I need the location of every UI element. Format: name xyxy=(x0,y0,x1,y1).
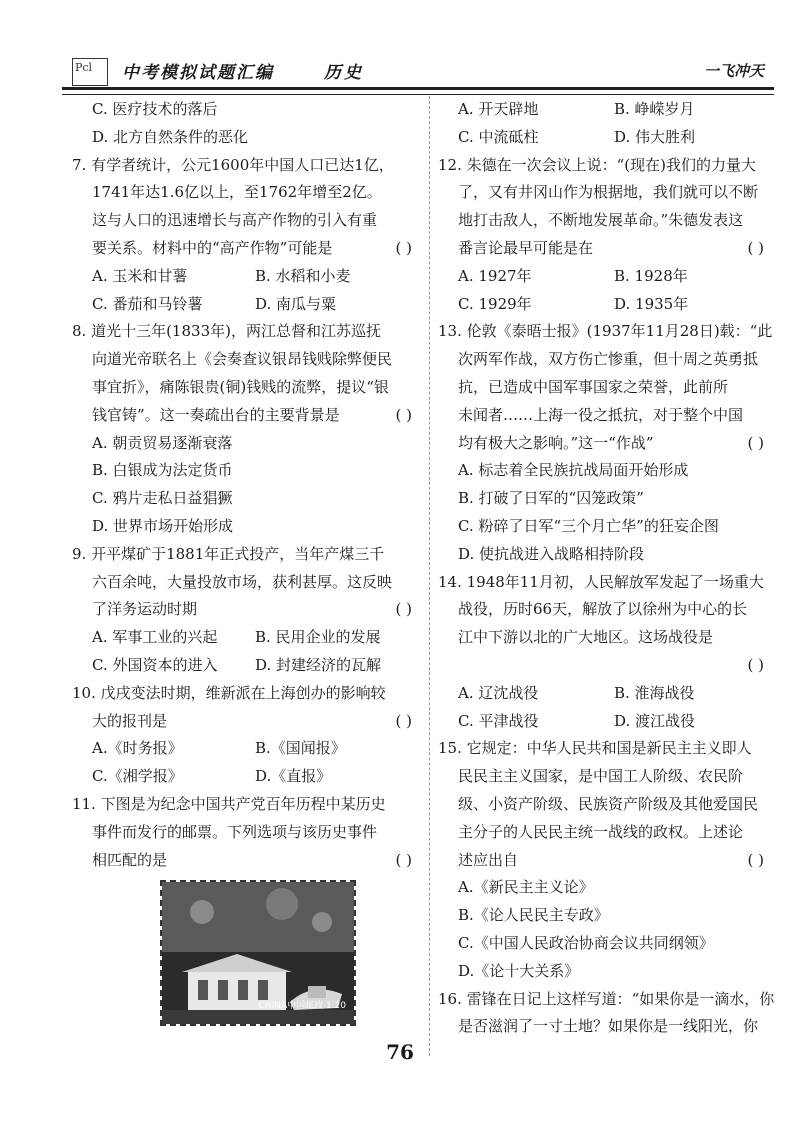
question-text: 是否滋润了一寸土地？如果你是一线阳光，你 xyxy=(458,1017,759,1036)
question-text-last: 番言论最早可能是在 xyxy=(458,238,594,257)
options-row xyxy=(438,96,770,124)
option-a: A. 朝贡贸易逐渐衰落 xyxy=(92,433,233,452)
question-text: 地打击敌人，不断地发展革命。”朱德发表这 xyxy=(458,211,744,230)
header-rule xyxy=(62,87,774,90)
logo-text: Pcl xyxy=(75,61,93,74)
question-text-last: 均有极大之影响。”这一“作战” xyxy=(458,433,654,452)
page-number: 76 xyxy=(386,1040,414,1064)
question-text: 14. 1948年11月初，人民解放军发起了一场重大 xyxy=(438,572,764,591)
question-text: 7. 有学者统计，公元1600年中国人口已达1亿， xyxy=(72,155,394,174)
question-text: 13. 伦敦《泰晤士报》(1937年11月28日)载：“此 xyxy=(438,322,773,341)
question-text: 级、小资产阶级、民族资产阶级及其他爱国民 xyxy=(458,794,759,813)
option-a: A.《时务报》 xyxy=(92,739,183,758)
question-text: 民民主主义国家，是中国工人阶级、农民阶 xyxy=(458,767,744,786)
question-text: 事件而发行的邮票。下列选项与该历史事件 xyxy=(92,822,378,841)
question-text: 未闻者……上海一役之抵抗，对于整个中国 xyxy=(458,405,744,424)
question-text: 江中下游以北的广大地区。这场战役是 xyxy=(458,628,714,647)
answer-blank: ( ) xyxy=(747,433,764,452)
q6-option-c: C. 医疗技术的落后 xyxy=(92,100,218,118)
question-text: 抗，已造成中国军事国家之荣誉，此前所 xyxy=(458,377,729,396)
question-11 xyxy=(72,791,418,1032)
option-d: D. 南瓜与粟 xyxy=(255,294,337,313)
option-d: D. 使抗战进入战略相持阶段 xyxy=(458,544,645,563)
option-b: B. 民用企业的发展 xyxy=(255,628,381,647)
question-10 xyxy=(72,680,418,791)
question-text-last: 钱官铸”。这一奏疏出台的主要背景是 xyxy=(92,405,340,424)
answer-blank: ( ) xyxy=(395,405,412,424)
question-text-last: 了洋务运动时期 xyxy=(92,600,198,619)
question-text xyxy=(72,402,418,430)
question-14 xyxy=(438,569,770,736)
option-b: B. 峥嵘岁月 xyxy=(614,100,695,118)
option-a: A. 辽沈战役 xyxy=(458,683,539,702)
options-row xyxy=(72,735,418,763)
answer-blank: ( ) xyxy=(747,238,764,257)
question-text: 15. 它规定：中华人民共和国是新民主主义即人 xyxy=(438,739,752,758)
option-a: A. 开天辟地 xyxy=(458,100,539,118)
question-15 xyxy=(438,735,770,985)
option-d: D. 世界市场开始形成 xyxy=(92,516,234,535)
question-9 xyxy=(72,541,418,680)
header-rule-thin xyxy=(62,94,774,95)
question-text-last: 述应出自 xyxy=(458,850,519,869)
option-a: A. 军事工业的兴起 xyxy=(92,628,218,647)
options-row xyxy=(438,124,770,152)
subject-title: 历史 xyxy=(324,63,364,83)
series-title: 中考模拟试题汇编 xyxy=(122,63,274,83)
page-header xyxy=(62,48,774,90)
option-c: C. 鸦片走私日益猖獗 xyxy=(92,489,233,508)
right-column xyxy=(438,96,775,1041)
question-8 xyxy=(72,318,418,540)
option-a: A. 玉米和甘薯 xyxy=(92,266,188,285)
option-d: D. 渡江战役 xyxy=(614,711,696,730)
option-a: A.《新民主主义论》 xyxy=(458,878,594,897)
option-d: D. 1935年 xyxy=(614,294,689,313)
answer-blank: ( ) xyxy=(395,600,412,619)
brand-name: 一飞冲天 xyxy=(703,62,764,80)
option-c: C. 番茄和马铃薯 xyxy=(92,294,203,313)
answer-blank: ( ) xyxy=(395,238,412,257)
option-b: B.《论人民民主专政》 xyxy=(458,906,609,925)
option-c: C. 1929年 xyxy=(458,294,532,313)
option-d: D. 封建经济的瓦解 xyxy=(255,655,382,674)
question-text: 9. 开平煤矿于1881年正式投产，当年产煤三千 xyxy=(72,544,385,563)
option-b: B. 打破了日军的“囚笼政策” xyxy=(458,489,644,508)
question-text xyxy=(72,847,418,875)
options-row xyxy=(72,624,418,652)
question-text: 六百余吨，大量投放市场，获利甚厚。这反映 xyxy=(92,572,393,591)
option-b: B. 白银成为法定货币 xyxy=(92,461,233,480)
question-text: 1741年达1.6亿以上，至1762年增至2亿。 xyxy=(92,183,382,202)
question-text: 这与人口的迅速增长与高产作物的引入有重 xyxy=(92,211,378,230)
option-c: C.《湘学报》 xyxy=(92,767,183,786)
question-text: 11. 下图是为纪念中国共产党百年历程中某历史 xyxy=(72,794,386,813)
answer-blank: ( ) xyxy=(395,711,412,730)
question-text: 16. 雷锋在日记上这样写道：“如果你是一滴水，你 xyxy=(438,989,775,1008)
option-d: D. 伟大胜利 xyxy=(614,127,696,146)
options-row xyxy=(72,652,418,680)
left-column xyxy=(72,96,418,1032)
option-a: A. 1927年 xyxy=(458,266,532,285)
question-text xyxy=(72,596,418,624)
question-text xyxy=(438,235,770,263)
question-text-last: 相匹配的是 xyxy=(92,850,168,869)
options-row xyxy=(72,291,418,319)
question-text: 次两军作战，双方伤亡惨重，但十周之英勇抵 xyxy=(458,350,759,369)
option-c: C.《中国人民政治协商会议共同纲领》 xyxy=(458,933,714,952)
question-text: 向道光帝联名上《会奏查议银昂钱贱除弊便民 xyxy=(92,350,393,369)
question-text xyxy=(72,235,418,263)
question-text: 主分子的人民民主统一战线的政权。上述论 xyxy=(458,822,744,841)
option-c: C. 外国资本的进入 xyxy=(92,655,218,674)
question-text: 10. 戊戌变法时期，维新派在上海创办的影响较 xyxy=(72,683,386,702)
question-text: 事宜折》，痛陈银贵(铜)钱贱的流弊，提议“银 xyxy=(92,377,389,396)
options-row xyxy=(438,708,770,736)
commemorative-stamp xyxy=(160,880,356,1026)
stamp-caption: CHINA中国邮政 1.20 xyxy=(258,1000,346,1011)
option-b: B.《国闻报》 xyxy=(255,739,346,758)
question-text xyxy=(438,430,770,458)
options-row xyxy=(438,291,770,319)
column-divider xyxy=(429,96,431,1056)
options-row xyxy=(72,263,418,291)
option-c: C. 平津战役 xyxy=(458,711,539,730)
stamp-figure xyxy=(72,874,418,1032)
answer-line xyxy=(438,652,770,680)
question-text-last: 要关系。材料中的“高产作物”可能是 xyxy=(92,238,333,257)
answer-blank: ( ) xyxy=(747,655,764,674)
options-row xyxy=(438,680,770,708)
options-row xyxy=(72,763,418,791)
options-row xyxy=(438,263,770,291)
question-7 xyxy=(72,152,418,319)
question-text: 了，又有井冈山作为根据地，我们就可以不断 xyxy=(458,183,759,202)
option-d: D.《直报》 xyxy=(255,767,332,786)
option-b: B. 水稻和小麦 xyxy=(255,266,351,285)
option-a: A. 标志着全民族抗战局面开始形成 xyxy=(458,461,689,480)
question-13 xyxy=(438,318,773,568)
question-text: 8. 道光十三年(1833年)，两江总督和江苏巡抚 xyxy=(72,322,381,341)
question-text-last: 大的报刊是 xyxy=(92,711,168,730)
question-16 xyxy=(438,986,775,1042)
answer-blank: ( ) xyxy=(395,850,412,869)
question-text xyxy=(72,708,418,736)
q6-option-d: D. 北方自然条件的恶化 xyxy=(92,127,249,146)
publisher-logo xyxy=(72,58,108,86)
answer-blank: ( ) xyxy=(747,850,764,869)
option-c: C. 中流砥柱 xyxy=(458,127,539,146)
option-c: C. 粉碎了日军“三个月亡华”的狂妄企图 xyxy=(458,516,719,535)
option-b: B. 淮海战役 xyxy=(614,683,695,702)
question-text: 12. 朱德在一次会议上说：“(现在)我们的力量大 xyxy=(438,155,756,174)
question-12 xyxy=(438,152,770,319)
question-text xyxy=(438,847,770,875)
question-text: 战役，历时66天，解放了以徐州为中心的长 xyxy=(458,600,748,619)
option-b: B. 1928年 xyxy=(614,266,688,285)
option-d: D.《论十大关系》 xyxy=(458,961,580,980)
